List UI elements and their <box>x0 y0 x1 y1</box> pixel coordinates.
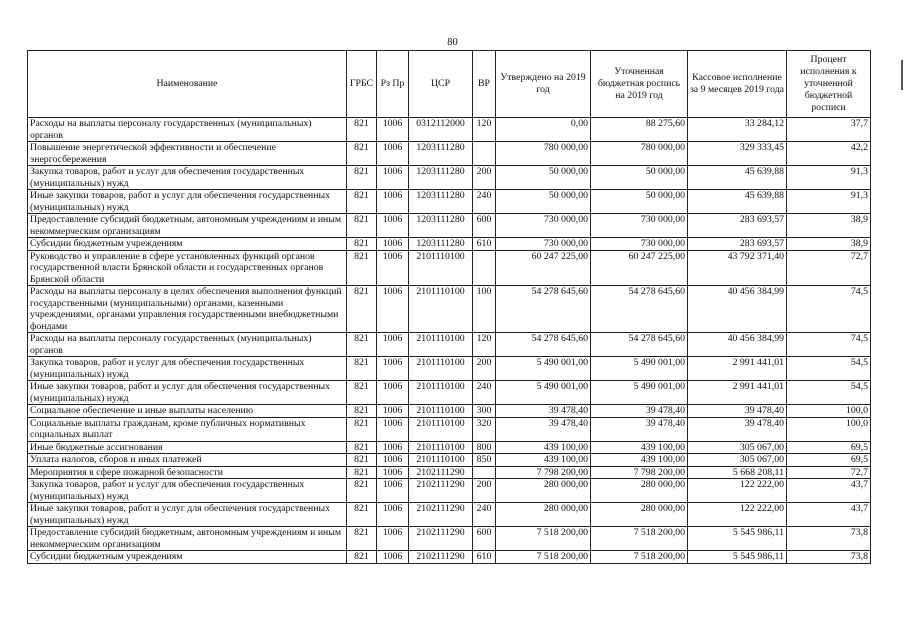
row-vr: 320 <box>473 417 496 441</box>
row-name: Закупка товаров, работ и услуг для обеспечения государственных (муниципальных) нужд <box>28 357 347 381</box>
row-name: Предоставление субсидий бюджетным, автономным учреждениям и иным некоммерческим организациям <box>28 527 347 551</box>
row-percent: 69,5 <box>787 441 871 454</box>
row-refined: 39 478,40 <box>591 417 688 441</box>
row-grbs: 821 <box>347 527 377 551</box>
row-approved: 50 000,00 <box>496 190 591 214</box>
table-row <box>28 466 871 479</box>
header-csr: ЦСР <box>409 51 473 118</box>
row-cash: 40 456 384,99 <box>688 286 787 333</box>
row-cash: 5 545 986,11 <box>688 551 787 564</box>
row-approved: 39 478,40 <box>496 417 591 441</box>
row-cash: 45 639,88 <box>688 190 787 214</box>
row-rzpr: 1006 <box>377 142 409 166</box>
header-refined: Уточненная бюджетная роспись на 2019 год <box>591 51 688 118</box>
table-row <box>28 166 871 190</box>
row-name: Повышение энергетической эффективности и обеспечение энергосбережения <box>28 142 347 166</box>
row-csr: 2101110100 <box>409 250 473 286</box>
row-grbs: 821 <box>347 551 377 564</box>
row-cash: 39 478,40 <box>688 417 787 441</box>
row-name: Расходы на выплаты персоналу государственных (муниципальных) органов <box>28 118 347 142</box>
row-refined: 54 278 645,60 <box>591 286 688 333</box>
row-csr: 2101110100 <box>409 381 473 405</box>
row-approved: 54 278 645,60 <box>496 286 591 333</box>
row-vr: 240 <box>473 381 496 405</box>
row-vr: 200 <box>473 166 496 190</box>
row-name: Закупка товаров, работ и услуг для обеспечения государственных (муниципальных) нужд <box>28 479 347 503</box>
row-csr: 2101110100 <box>409 286 473 333</box>
row-refined: 7 518 200,00 <box>591 551 688 564</box>
row-cash: 2 991 441,01 <box>688 357 787 381</box>
row-name: Субсидии бюджетным учреждениям <box>28 238 347 251</box>
row-grbs: 821 <box>347 405 377 418</box>
row-cash: 40 456 384,99 <box>688 333 787 357</box>
row-refined: 50 000,00 <box>591 190 688 214</box>
table-row <box>28 286 871 333</box>
row-rzpr: 1006 <box>377 190 409 214</box>
row-grbs: 821 <box>347 190 377 214</box>
table-row <box>28 454 871 467</box>
row-rzpr: 1006 <box>377 118 409 142</box>
row-rzpr: 1006 <box>377 527 409 551</box>
row-name: Субсидии бюджетным учреждениям <box>28 551 347 564</box>
table-row <box>28 357 871 381</box>
row-rzpr: 1006 <box>377 503 409 527</box>
row-vr: 200 <box>473 357 496 381</box>
table-row <box>28 118 871 142</box>
row-approved: 7 798 200,00 <box>496 466 591 479</box>
row-percent: 37,7 <box>787 118 871 142</box>
row-cash: 5 668 208,11 <box>688 466 787 479</box>
row-cash: 33 284,12 <box>688 118 787 142</box>
row-name: Руководство и управление в сфере установленных функций органов государственной власти Брянской области и государственных органов Брянской области <box>28 250 347 286</box>
row-approved: 5 490 001,00 <box>496 357 591 381</box>
header-grbs: ГРБС <box>347 51 377 118</box>
row-name: Мероприятия в сфере пожарной безопасности <box>28 466 347 479</box>
row-refined: 60 247 225,00 <box>591 250 688 286</box>
row-grbs: 821 <box>347 250 377 286</box>
row-refined: 50 000,00 <box>591 166 688 190</box>
row-vr: 610 <box>473 551 496 564</box>
row-csr: 2102111290 <box>409 466 473 479</box>
row-refined: 780 000,00 <box>591 142 688 166</box>
page-number: 80 <box>447 37 458 48</box>
row-name: Иные бюджетные ассигнования <box>28 441 347 454</box>
row-grbs: 821 <box>347 238 377 251</box>
row-vr: 240 <box>473 190 496 214</box>
row-csr: 2102111290 <box>409 479 473 503</box>
row-name: Иные закупки товаров, работ и услуг для обеспечения государственных (муниципальных) нужд <box>28 381 347 405</box>
row-csr: 2101110100 <box>409 454 473 467</box>
row-name: Иные закупки товаров, работ и услуг для обеспечения государственных (муниципальных) нужд <box>28 503 347 527</box>
row-approved: 60 247 225,00 <box>496 250 591 286</box>
row-name: Социальное обеспечение и иные выплаты населению <box>28 405 347 418</box>
row-refined: 439 100,00 <box>591 454 688 467</box>
row-percent: 72,7 <box>787 250 871 286</box>
row-rzpr: 1006 <box>377 333 409 357</box>
row-csr: 1203111280 <box>409 238 473 251</box>
row-cash: 45 639,88 <box>688 166 787 190</box>
row-vr: 120 <box>473 333 496 357</box>
row-percent: 73,8 <box>787 527 871 551</box>
row-csr: 2102111290 <box>409 551 473 564</box>
row-grbs: 821 <box>347 357 377 381</box>
row-vr: 200 <box>473 479 496 503</box>
row-percent: 100,0 <box>787 417 871 441</box>
row-grbs: 821 <box>347 466 377 479</box>
row-name: Иные закупки товаров, работ и услуг для обеспечения государственных (муниципальных) нужд <box>28 190 347 214</box>
row-grbs: 821 <box>347 118 377 142</box>
row-cash: 43 792 371,40 <box>688 250 787 286</box>
row-rzpr: 1006 <box>377 441 409 454</box>
table-row <box>28 190 871 214</box>
row-cash: 122 222,00 <box>688 503 787 527</box>
table-row <box>28 381 871 405</box>
row-rzpr: 1006 <box>377 551 409 564</box>
row-percent: 74,5 <box>787 333 871 357</box>
row-name: Закупка товаров, работ и услуг для обеспечения государственных (муниципальных) нужд <box>28 166 347 190</box>
row-cash: 329 333,45 <box>688 142 787 166</box>
row-refined: 39 478,40 <box>591 405 688 418</box>
row-rzpr: 1006 <box>377 417 409 441</box>
row-grbs: 821 <box>347 214 377 238</box>
scrollbar-edge <box>901 60 903 90</box>
row-vr: 610 <box>473 238 496 251</box>
row-percent: 69,5 <box>787 454 871 467</box>
header-name: Наименование <box>28 51 347 118</box>
row-percent: 74,5 <box>787 286 871 333</box>
row-refined: 5 490 001,00 <box>591 381 688 405</box>
table-row <box>28 214 871 238</box>
row-rzpr: 1006 <box>377 479 409 503</box>
header-rzpr: Рз Пр <box>377 51 409 118</box>
row-grbs: 821 <box>347 381 377 405</box>
row-refined: 88 275,60 <box>591 118 688 142</box>
row-vr: 600 <box>473 527 496 551</box>
table-row <box>28 250 871 286</box>
row-vr: 120 <box>473 118 496 142</box>
row-vr: 850 <box>473 454 496 467</box>
row-refined: 280 000,00 <box>591 503 688 527</box>
row-csr: 2101110100 <box>409 333 473 357</box>
row-rzpr: 1006 <box>377 214 409 238</box>
row-rzpr: 1006 <box>377 286 409 333</box>
row-cash: 283 693,57 <box>688 238 787 251</box>
row-grbs: 821 <box>347 503 377 527</box>
table-row <box>28 405 871 418</box>
row-approved: 439 100,00 <box>496 441 591 454</box>
row-csr: 1203111280 <box>409 190 473 214</box>
row-refined: 280 000,00 <box>591 479 688 503</box>
row-percent: 54,5 <box>787 357 871 381</box>
row-name: Предоставление субсидий бюджетным, автономным учреждениям и иным некоммерческим организациям <box>28 214 347 238</box>
row-grbs: 821 <box>347 417 377 441</box>
row-percent: 38,9 <box>787 214 871 238</box>
row-name: Расходы на выплаты персоналу в целях обеспечения выполнения функций государственными (муниципальными) органами, казенными учреждениями, органами управления государственными внебюджетными фондами <box>28 286 347 333</box>
row-vr: 800 <box>473 441 496 454</box>
row-refined: 730 000,00 <box>591 238 688 251</box>
table-row <box>28 527 871 551</box>
row-percent: 72,7 <box>787 466 871 479</box>
row-refined: 5 490 001,00 <box>591 357 688 381</box>
header-cash: Кассовое исполнение за 9 месяцев 2019 года <box>688 51 787 118</box>
header-percent: Процент исполнения к уточненной бюджетной росписи <box>787 51 871 118</box>
budget-table <box>27 50 871 564</box>
row-csr: 2101110100 <box>409 441 473 454</box>
row-cash: 305 067,00 <box>688 454 787 467</box>
row-cash: 2 991 441,01 <box>688 381 787 405</box>
row-vr <box>473 466 496 479</box>
row-percent: 73,8 <box>787 551 871 564</box>
row-cash: 122 222,00 <box>688 479 787 503</box>
row-csr: 0312112000 <box>409 118 473 142</box>
row-cash: 39 478,40 <box>688 405 787 418</box>
row-percent: 43,7 <box>787 479 871 503</box>
row-percent: 43,7 <box>787 503 871 527</box>
row-refined: 7 798 200,00 <box>591 466 688 479</box>
row-rzpr: 1006 <box>377 250 409 286</box>
table-row <box>28 441 871 454</box>
row-csr: 2102111290 <box>409 527 473 551</box>
row-approved: 0,00 <box>496 118 591 142</box>
row-csr: 1203111280 <box>409 142 473 166</box>
row-csr: 1203111280 <box>409 214 473 238</box>
row-percent: 54,5 <box>787 381 871 405</box>
row-csr: 1203111280 <box>409 166 473 190</box>
row-grbs: 821 <box>347 286 377 333</box>
row-approved: 730 000,00 <box>496 238 591 251</box>
row-grbs: 821 <box>347 479 377 503</box>
row-grbs: 821 <box>347 166 377 190</box>
table-row <box>28 238 871 251</box>
row-vr <box>473 250 496 286</box>
table-header-row <box>28 51 871 118</box>
table-row <box>28 142 871 166</box>
row-rzpr: 1006 <box>377 166 409 190</box>
row-rzpr: 1006 <box>377 454 409 467</box>
row-approved: 780 000,00 <box>496 142 591 166</box>
table-row <box>28 479 871 503</box>
row-csr: 2102111290 <box>409 503 473 527</box>
row-grbs: 821 <box>347 441 377 454</box>
row-percent: 38,9 <box>787 238 871 251</box>
row-approved: 54 278 645,60 <box>496 333 591 357</box>
row-approved: 39 478,40 <box>496 405 591 418</box>
row-refined: 54 278 645,60 <box>591 333 688 357</box>
row-cash: 305 067,00 <box>688 441 787 454</box>
row-approved: 7 518 200,00 <box>496 527 591 551</box>
row-csr: 2101110100 <box>409 405 473 418</box>
table-row <box>28 333 871 357</box>
row-refined: 439 100,00 <box>591 441 688 454</box>
row-grbs: 821 <box>347 333 377 357</box>
row-vr <box>473 142 496 166</box>
row-rzpr: 1006 <box>377 466 409 479</box>
row-cash: 5 545 986,11 <box>688 527 787 551</box>
row-grbs: 821 <box>347 142 377 166</box>
table-row <box>28 503 871 527</box>
row-cash: 283 693,57 <box>688 214 787 238</box>
row-approved: 439 100,00 <box>496 454 591 467</box>
row-vr: 100 <box>473 286 496 333</box>
row-rzpr: 1006 <box>377 238 409 251</box>
row-approved: 50 000,00 <box>496 166 591 190</box>
row-refined: 730 000,00 <box>591 214 688 238</box>
row-approved: 7 518 200,00 <box>496 551 591 564</box>
row-vr: 300 <box>473 405 496 418</box>
row-csr: 2101110100 <box>409 417 473 441</box>
row-csr: 2101110100 <box>409 357 473 381</box>
row-percent: 100,0 <box>787 405 871 418</box>
row-vr: 240 <box>473 503 496 527</box>
row-rzpr: 1006 <box>377 357 409 381</box>
row-rzpr: 1006 <box>377 381 409 405</box>
row-approved: 730 000,00 <box>496 214 591 238</box>
row-vr: 600 <box>473 214 496 238</box>
row-rzpr: 1006 <box>377 405 409 418</box>
table-row <box>28 551 871 564</box>
row-percent: 91,3 <box>787 166 871 190</box>
row-refined: 7 518 200,00 <box>591 527 688 551</box>
row-percent: 42,2 <box>787 142 871 166</box>
row-name: Расходы на выплаты персоналу государственных (муниципальных) органов <box>28 333 347 357</box>
row-approved: 5 490 001,00 <box>496 381 591 405</box>
row-grbs: 821 <box>347 454 377 467</box>
row-name: Социальные выплаты гражданам, кроме публичных нормативных социальных выплат <box>28 417 347 441</box>
row-approved: 280 000,00 <box>496 479 591 503</box>
table-row <box>28 417 871 441</box>
row-percent: 91,3 <box>787 190 871 214</box>
header-approved: Утверждено на 2019 год <box>496 51 591 118</box>
header-vr: ВР <box>473 51 496 118</box>
row-name: Уплата налогов, сборов и иных платежей <box>28 454 347 467</box>
row-approved: 280 000,00 <box>496 503 591 527</box>
